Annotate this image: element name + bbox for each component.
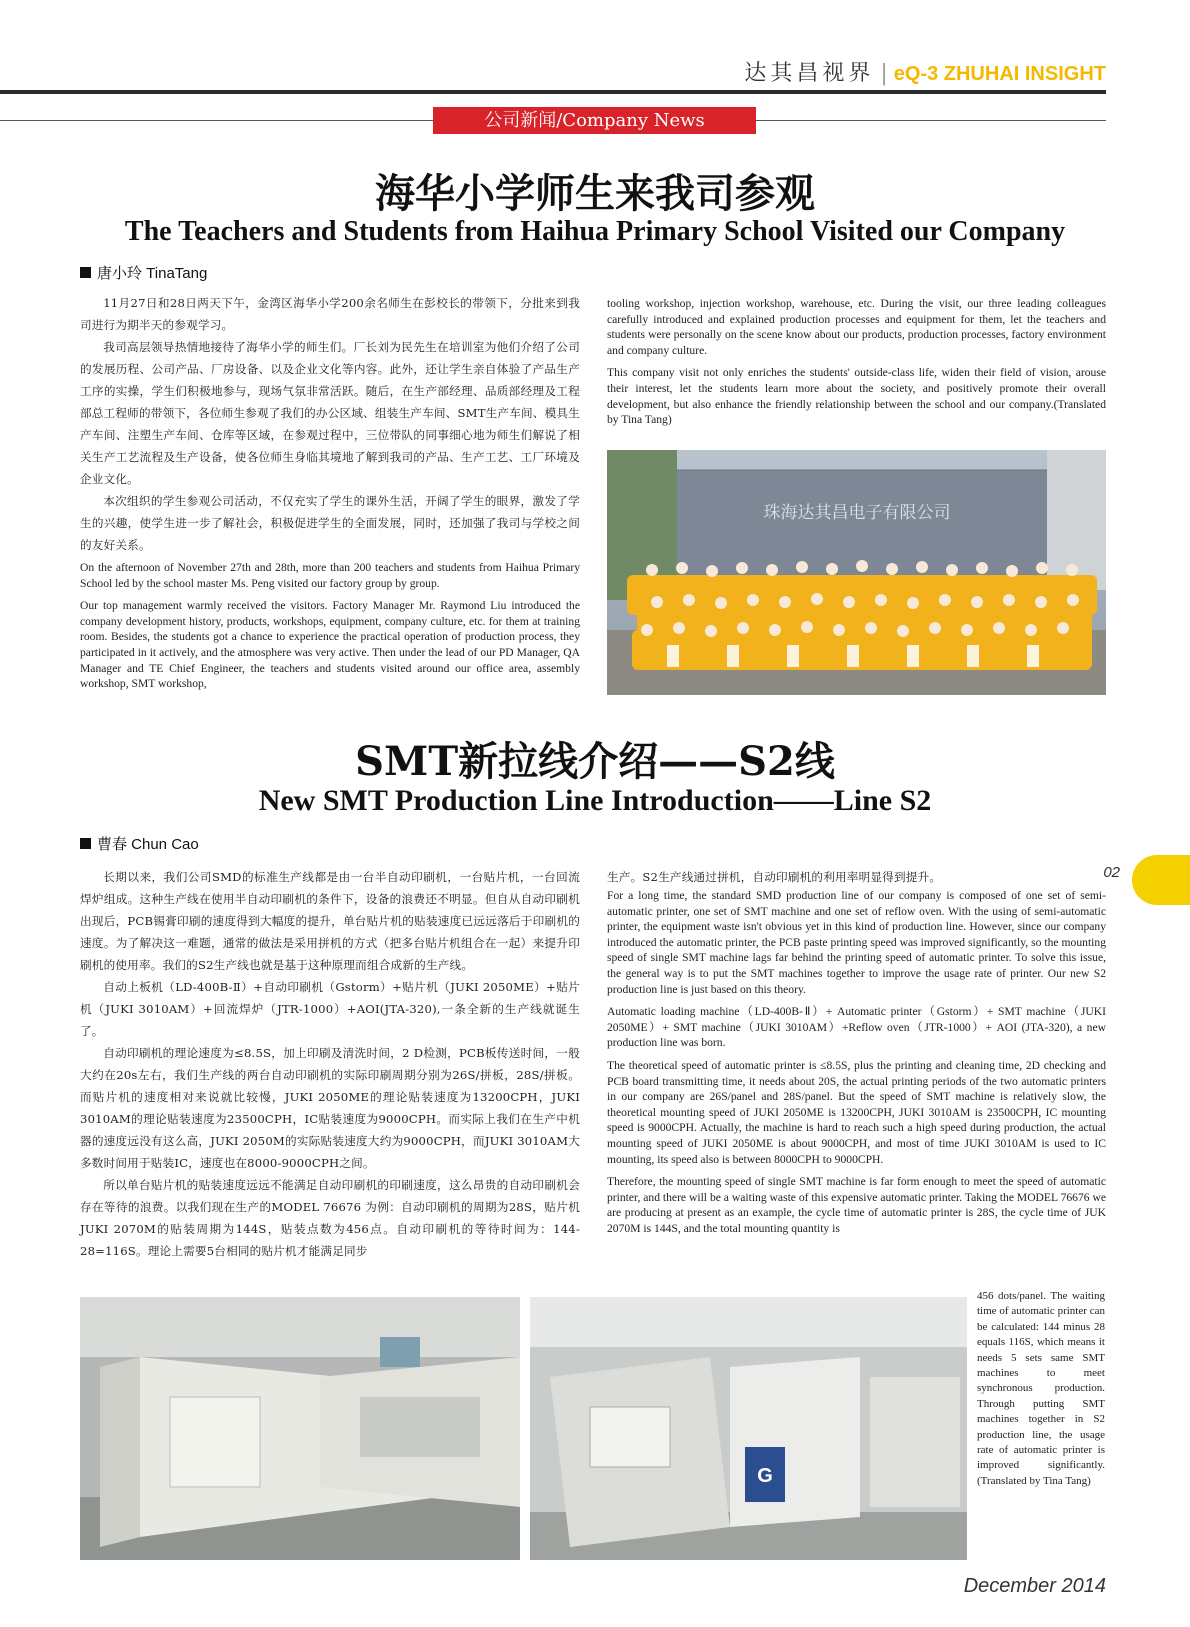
article1-author: 唐小玲 TinaTang: [97, 265, 208, 282]
article2-en-paragraph: Therefore, the mounting speed of single SMT machine is far form enough to meet the speed of automatic printer, and there will be a waiting waste of this expensive automatic printer. Taking the MODEL 76676 we are producing at present as an example, the cycle time of automatic printer is 28S, the cycle time of JUK 2070M is 144S, and the total mounting quantity is: [607, 1175, 1106, 1235]
smt-line-photo-right: [530, 1297, 967, 1560]
article1-left-column: [80, 292, 580, 699]
article1-cn-paragraph: 我司高层领导热情地接待了海华小学的师生们。厂长刘为民先生在培训室为他们介绍了公司的发展历程、公司产品、厂房设备、以及企业文化等内容。此外，还让学生亲自体验了产品生产工序的实操，学生们积极地参与，现场气氛非常活跃。随后，在生产部经理、品质部经理及工程部总工程师的带领下，各位师生参观了我们的办公区域、组装生产车间、SMT生产车间、模具生产车间、注塑生产车间、仓库等区域，在参观过程中，三位带队的同事细心地为师生们解说了相关生产工艺流程及生产设备，使各位师生身临其境地了解到我司的产品、生产工艺、工厂环境及企业文化。: [80, 340, 580, 486]
byline-square-icon: [80, 838, 91, 849]
article1-en-paragraph: tooling workshop, injection workshop, warehouse, etc. During the visit, our three leading colleagues carefully introduced and explained production processes and equipment for them, let the teachers and students were personally on the scene know about our products, production processes, factory environment and company culture.: [607, 297, 1106, 357]
footer-date: December 2014: [963, 1575, 1106, 1597]
masthead-cn: 达其昌视界: [744, 61, 875, 86]
article2-author: 曹春 Chun Cao: [97, 836, 199, 853]
article1-title-en: The Teachers and Students from Haihua Primary School Visited our Company: [124, 216, 1066, 247]
smt-line-photo-right-illustration: [530, 1297, 967, 1560]
smt-line-photo-left: [80, 1297, 520, 1560]
header-rule-thick: [0, 90, 1106, 94]
article2-cn-paragraph: 所以单台贴片机的贴装速度远远不能满足自动印刷机的印刷速度，这么昂贵的自动印刷机会存在等待的浪费。以我们现在生产的MODEL 76676 为例：自动印刷机的周期为28S，贴片机JUKI 2070M的贴装周期为144S，贴装点数为456点。自动印刷机的等待时间为：144-28=116S。理论上需要5台相同的贴片机才能满足同步: [80, 1178, 580, 1258]
article1-en-paragraph: This company visit not only enriches the students' outside-class life, widen their field of vision, arouse their interest, let the students learn more about the society, and positively promote their overall development, but also enhance the friendly relationship between the school and our company.(Translated by Tina Tang): [607, 366, 1106, 427]
article2-cn-continuation: 生产。S2生产线通过拼机，自动印刷机的利用率明显得到提升。: [607, 870, 942, 884]
byline-square-icon: [80, 267, 91, 278]
article2-cn-paragraph: 自动上板机（LD-400B-Ⅱ）+自动印刷机（Gstorm）+贴片机（JUKI 2050ME）+贴片机（JUKI 3010AM）+回流焊炉（JTR-1000）+AOI(JTA-320),一条全新的生产线就诞生了。: [80, 980, 580, 1038]
article1-cn-paragraph: 11月27日和28日两天下午，金湾区海华小学200余名师生在彭校长的带领下，分批来到我司进行为期半天的参观学习。: [80, 296, 580, 332]
article2-en-paragraph: For a long time, the standard SMD production line of our company is composed of one set of semi-automatic printer, one set of SMT machine and one set of reflow oven. With the using of semi-automatic printer, the equipment waste isn't obvious yet in this kind of production line. However, since our company introduced the automatic printer, the PCB paste printing speed was improved significantly, so the mounting speed of single SMT machine lags far behind the printing speed of automatic printer. To solve this issue, the general way is to put the SMT machines together to improve the usage rate of printer. Our new S2 production line is just based on this theory.: [607, 889, 1106, 996]
page-number: 02: [1103, 864, 1120, 881]
article2-en-paragraph: Automatic loading machine（LD-400B-Ⅱ）+ Automatic printer（Gstorm）+ SMT machine（JUKI 2050ME）+ SMT machine（JUKI 3010AM）+Reflow oven（JTR-1000）+ AOI (JTA-320), a new production line was born.: [607, 1005, 1106, 1050]
article1-cn-paragraph: 本次组织的学生参观公司活动，不仅充实了学生的课外生活，开阔了学生的眼界，激发了学生的兴趣，使学生进一步了解社会，积极促进学生的全面发展，同时，还加强了我司与学校之间的友好关系。: [80, 494, 580, 552]
article2-byline: [80, 833, 199, 854]
article2-en-tail: 456 dots/panel. The waiting time of automatic printer can be calculated: 144 minus 28 equals 116S, which means it needs 5 sets same SMT machines to meet synchronous production. Through putting SMT machines together in S2 production line, the usage rate of automatic printer is improved significantly.(Translated by Tina Tang): [977, 1290, 1105, 1487]
article2-cn-paragraph: 长期以来，我们公司SMD的标准生产线都是由一台半自动印刷机，一台贴片机，一台回流焊炉组成。这种生产线在使用半自动印刷机的条件下，设备的浪费还不明显。但自从自动印刷机出现后，PCB锡膏印刷的速度得到大幅度的提升，单台贴片机的贴装速度已远远落后于印刷机的速度。为了解决这一难题，通常的做法是采用拼机的方式（把多台贴片机组合在一起）来提升印刷机的使用率。我们的S2生产线也就是基于这种原理而组合成新的生产线。: [80, 870, 580, 972]
article1-en-paragraph: Our top management warmly received the visitors. Factory Manager Mr. Raymond Liu introduced the company development history, products, workshops, equipment, company culture, etc. for them at training room. Besides, the students got a chance to experience the practical operation of production process, they participated in it actively, and the atmosphere was very active. Then under the lead of our PD Manager, QA Manager and TE Chief Engineer, the teachers and students visited around our office area, assembly workshop, SMT workshop,: [80, 599, 580, 691]
article1-title-cn: 海华小学师生来我司参观: [375, 170, 815, 217]
article1-right-column: [607, 296, 1106, 435]
page-number-tab: [1132, 855, 1190, 905]
article2-right-column: [607, 866, 1106, 1236]
article2-left-column: [80, 866, 580, 1262]
article2-cn-paragraph: 自动印刷机的理论速度为≤8.5S，加上印刷及清洗时间，2 D检测，PCB板传送时间，一般大约在20s左右，我们生产线的两台自动印刷机的实际印刷周期分别为26S/拼板，28S/拼板。而贴片机的速度相对来说就比较慢，JUKI 2050ME的理论贴装速度为13200CPH，JUKI 3010AM的理论贴装速度为23500CPH，IC贴装速度为9000CPH。而实际上我们在生产中机器的速度远没有这么高，JUKI 2050M的实际贴装速度大约为9000CPH，而JUKI 3010AM大多数时间用于贴装IC，速度也在8000-9000CPH之间。: [80, 1046, 580, 1170]
section-tag: 公司新闻/Company News: [433, 107, 756, 134]
printer-brand-label: G: [757, 1465, 773, 1487]
masthead-en: eQ-3 ZHUHAI INSIGHT: [893, 63, 1106, 85]
article2-tail-column: [977, 1289, 1105, 1489]
article2-en-paragraph: The theoretical speed of automatic printer is ≤8.5S, plus the printing and cleaning time, 2D checking and PCB board transmitting time, it needs about 20S, the actual printing periods of the two automatic printers in our company are 26S/panel and 28S/panel. But the speed of SMT machine is relatively slow, the theoretical mounting speed of JUKI 2050ME is 13200CPH, JUKI 3010AM is 23500CPH, IC mounting speed is 9000CPH. Actually, the machine is hard to reach such a high speed during production, the actual mounting speed of JUKI 2050ME is about 9000CPH, and most of time JUKI 3010AM is used to IC mounting, its speed also is between 8000CPH to 9000CPH.: [607, 1058, 1106, 1166]
article2-title-en: New SMT Production Line Introduction——Line S2: [258, 784, 932, 817]
masthead: [744, 56, 1106, 87]
group-photo-sign: 珠海达其昌电子有限公司: [763, 503, 951, 523]
article2-title-cn: SMT新拉线介绍——S2线: [355, 738, 835, 785]
group-photo: [607, 450, 1106, 695]
group-photo-illustration: [607, 450, 1106, 695]
smt-line-photo-left-illustration: [80, 1297, 520, 1560]
masthead-separator: |: [880, 61, 888, 86]
article1-en-paragraph: On the afternoon of November 27th and 28th, more than 200 teachers and students from Haihua Primary School led by the school master Ms. Peng visited our factory group by group.: [80, 561, 580, 590]
article1-byline: [80, 262, 207, 283]
